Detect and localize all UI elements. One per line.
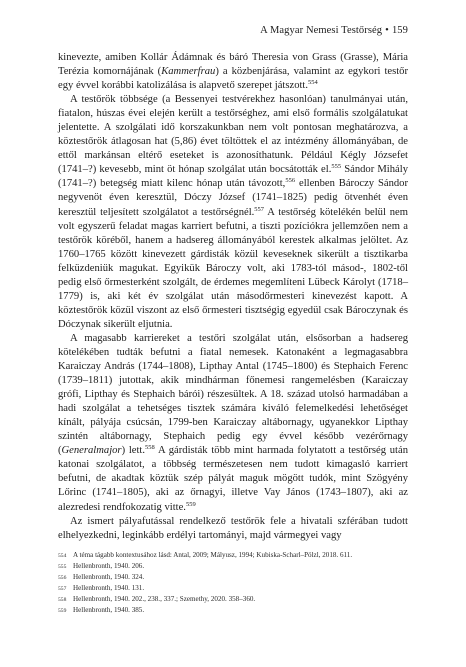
header-bullet: •: [385, 25, 389, 36]
footnote-number: 558: [58, 597, 67, 604]
text-segment: kinevezte, amiben Kollár Ádámnak és báró Theresia von Grass (Grasse), Mária Terézia komornájának (: [58, 52, 408, 78]
footnote: [58, 572, 408, 583]
footnote: [58, 594, 408, 605]
body-paragraph: [58, 515, 408, 543]
text-segment: Az ismert pályafutással rendelkező testőrök fele a hivatali szférában tudott elhelyezkedni, leginkább erdélyi tartományi, majd vármegyei vagy: [58, 515, 408, 541]
body-paragraph: [58, 93, 408, 332]
footnote-text: Hellenbronth, 1940. 206.: [73, 562, 145, 571]
footnote-text: Hellenbronth, 1940. 385.: [73, 606, 145, 615]
text-segment: ) lett.: [121, 445, 146, 457]
footnote-ref: 559: [185, 500, 196, 508]
text-segment: A gárdisták több mint harmada folytatott a testőrség után katonai szolgálatot, a többség természetesen nem tudott kimagasló karriert befutni, de akadtak köztük szép pályát maguk mögött tudók, mint Szögyény Lőrinc (1741–1805), aki az őrnagyi, illetve Vay János (1743–1807), aki az alezredesi rendfokozatig vitte.: [58, 445, 409, 513]
text-segment: A magasabb karriereket a testőri szolgálat után, elsősorban a hadsereg kötelékében tudták befutni a fiatal nemesek. Katonaként a legmagasabbra Karaiczay András (1744–1808), Lipthay Antal (1745–1800) és Stephaich Ferenc (1739–1811) jutottak, akik mindhárman főnemesi rangemelésben (Karaiczay grófi, Lipthay és Stephaich bárói) részesültek. A 18. század utolsó harmadában a hadi szolgálat a tehetséges tisztek számára kiváló felemelkedési lehetőséget kínált, pályája csúcsán, 1799-ben Karaiczay altábornagy, ugyanekkor Lipthay szintén altábornagy, Stephaich pedig egy évvel később vezérőrnagy (: [58, 332, 408, 457]
running-title: A Magyar Nemesi Testőrség: [260, 25, 383, 36]
italic-term: Kammerfrau: [161, 66, 216, 78]
text-segment: A testőrök többsége (a Bessenyei testvérekhez hasonlóan) tanulmányai után, fiatalon, húszas évei elején került a testőrséghez, ami első formális szolgálatukat jelentette. A szolgálati idő korszakunkban nem volt pontosan meghatározva, a köztestőrök átlagosan hat (5,86) évet töltöttek el az intézmény állományában, de ettől markánsan eltérő eseteket is azonosíthatunk. Például Kégly Józsefet (1741–?) kevesebb, mint öt hónap szolgálat után bocsátották el.: [58, 94, 408, 176]
footnote-ref: 555: [331, 163, 342, 171]
text-segment: A testőrség kötelékén belül nem volt egyszerű feladat magas karriert befutni, a tiszti pozíciókra jellemzően nem a testőrök köréből, hanem a hadsereg állományából kerestek alkalmas jelöltet. Az 1760–1765 között kinevezett gárdisták közül keveseknek sikerült a tisztikarba felküzdeniük magukat. Egyikük Bároczy volt, aki 1783-tól másod-, 1802-től pedig első őrmesterként szolgált, de érdemes megemlíteni Lübeck Károlyt (1718–1779) is, aki két év szolgálat után másodőrmesteri kinevezést kapott. A köztestőrök közül viszont az első őrmesteri tisztségig egyedül csak Bároczynak és Dóczynak sikerült eljutnia.: [58, 206, 409, 330]
footnote-ref: 554: [308, 79, 318, 87]
footnote-text: Hellenbronth, 1940. 324.: [73, 573, 145, 582]
footnote-ref: 557: [254, 205, 265, 213]
body-paragraph: [58, 51, 408, 93]
footnote: [58, 583, 408, 594]
footnote-number: 557: [58, 586, 67, 593]
running-header: [260, 25, 408, 36]
footnote-number: 554: [58, 553, 67, 559]
text-segment: Sándor Mihály (1741–?) betegség miatt kilenc hónap után távozott,: [58, 164, 408, 190]
footnote: [58, 605, 408, 616]
footnote-number: 559: [58, 608, 67, 615]
footnote-number: 556: [58, 575, 67, 582]
page-number: 159: [391, 25, 408, 36]
body-paragraph: [58, 332, 408, 515]
footnote-text: Hellenbronth, 1940. 131.: [73, 584, 145, 593]
text-segment: ellenben Bároczy Sándor negyvenöt éven keresztül, Dóczy József (1741–1825) pedig ötvenhét éven keresztül teljesített szolgálatot a testőrségnél.: [58, 178, 408, 218]
italic-term: Generalmajor: [61, 445, 122, 457]
footnote-number: 555: [58, 564, 67, 571]
footnote: [58, 561, 408, 572]
footnote-text: A téma tágabb kontextusához lásd: Antal, 2009; Mályusz, 1994; Kubiska-Scharl–Pölzl, 2018. 611.: [73, 551, 353, 559]
footnote-ref: 556: [285, 177, 296, 185]
text-segment: ) a közbenjárása, valamint az egykori testőr egy évvel korábbi katolizálása is alapvető szerepet játszott.: [58, 66, 408, 92]
body-text: [58, 51, 408, 543]
footnote-text: Hellenbronth, 1940. 202., 238., 337.; Szemethy, 2020. 358–360.: [73, 595, 256, 604]
footnotes: [58, 550, 408, 617]
footnote-ref: 558: [145, 444, 155, 452]
footnote: [58, 550, 408, 561]
